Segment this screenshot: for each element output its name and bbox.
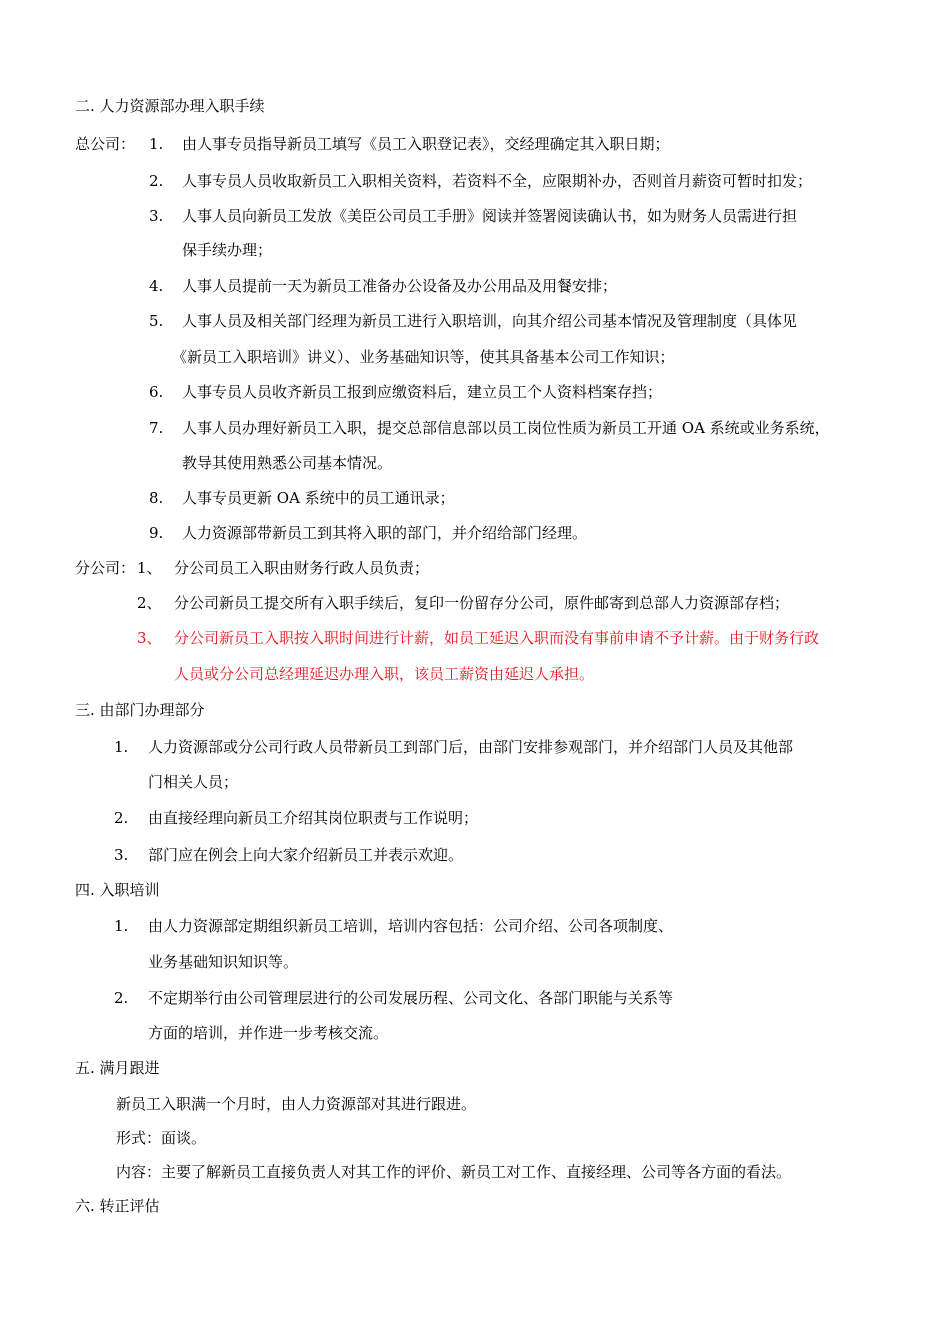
hq-item-2-num: 2. [149, 172, 164, 190]
section-5-heading: 五. 满月跟进 [75, 1059, 160, 1077]
s3-item-1-text-cont: 门相关人员； [148, 773, 239, 791]
s3-item-2-num: 2. [114, 809, 129, 827]
section-6-heading: 六. 转正评估 [75, 1197, 160, 1215]
hq-item-1-num: 1. [149, 135, 164, 153]
s4-item-2-text: 不定期举行由公司管理层进行的公司发展历程、公司文化、各部门职能与关系等 [148, 989, 674, 1007]
section-2-heading: 二. 人力资源部办理入职手续 [75, 97, 265, 115]
hq-item-6-text: 人事专员人员收齐新员工报到应缴资料后，建立员工个人资料档案存挡； [182, 383, 663, 401]
branch-item-3-text-cont: 人员或分公司总经理延迟办理入职，该员工薪资由延迟人承担。 [174, 665, 595, 683]
branch-item-3-num: 3、 [137, 629, 162, 647]
hq-item-6-num: 6. [149, 383, 164, 401]
branch-item-3-text: 分公司新员工入职按入职时间进行计薪，如员工延迟入职而没有事前申请不予计薪。由于财务行政 [174, 629, 820, 647]
branch-item-2-num: 2、 [137, 594, 162, 612]
hq-item-2-text: 人事专员人员收取新员工入职相关资料，若资料不全，应限期补办，否则首月薪资可暂时扣发； [182, 172, 813, 190]
s4-item-2-num: 2. [114, 989, 129, 1007]
branch-item-1-text: 分公司员工入职由财务行政人员负责； [174, 559, 430, 577]
hq-label: 总公司： [75, 135, 136, 153]
hq-item-8-num: 8. [149, 489, 164, 507]
hq-item-7-text: 人事人员办理好新员工入职，提交总部信息部以员工岗位性质为新员工开通 OA 系统或业务系统， [182, 419, 830, 437]
s5-line-2: 形式：面谈。 [116, 1129, 207, 1147]
s3-item-1-text: 人力资源部或分公司行政人员带新员工到部门后，由部门安排参观部门，并介绍部门人员及其他部 [148, 738, 794, 756]
s5-line-1: 新员工入职满一个月时，由人力资源部对其进行跟进。 [116, 1095, 477, 1113]
s3-item-2-text: 由直接经理向新员工介绍其岗位职责与工作说明； [148, 809, 479, 827]
s4-item-1-text-cont: 业务基础知识知识等。 [148, 953, 299, 971]
branch-item-1-num: 1、 [137, 559, 162, 577]
s4-item-2-text-cont: 方面的培训，并作进一步考核交流。 [148, 1024, 389, 1042]
hq-item-9-num: 9. [149, 524, 164, 542]
hq-item-7-text-cont: 教导其使用熟悉公司基本情况。 [182, 454, 393, 472]
hq-item-3-text-cont: 保手续办理； [182, 241, 273, 259]
hq-item-8-text: 人事专员更新 OA 系统中的员工通讯录； [182, 489, 455, 507]
s4-item-1-text: 由人力资源部定期组织新员工培训，培训内容包括：公司介绍、公司各项制度、 [148, 917, 674, 935]
hq-item-4-text: 人事人员提前一天为新员工准备办公设备及办公用品及用餐安排； [182, 277, 618, 295]
hq-item-5-text-cont: 《新员工入职培训》讲义）、业务基础知识等，使其具备基本公司工作知识； [172, 348, 675, 366]
hq-item-5-num: 5. [149, 312, 164, 330]
hq-item-7-num: 7. [149, 419, 164, 437]
hq-item-1-text: 由人事专员指导新员工填写《员工入职登记表》，交经理确定其入职日期； [182, 135, 670, 153]
branch-item-2-text: 分公司新员工提交所有入职手续后，复印一份留存分公司，原件邮寄到总部人力资源部存档； [174, 594, 790, 612]
hq-item-4-num: 4. [149, 277, 164, 295]
hq-item-3-text: 人事人员向新员工发放《美臣公司员工手册》阅读并签署阅读确认书，如为财务人员需进行担 [182, 207, 798, 225]
hq-item-3-num: 3. [149, 207, 164, 225]
hq-item-9-text: 人力资源部带新员工到其将入职的部门，并介绍给部门经理。 [182, 524, 588, 542]
s5-line-3: 内容：主要了解新员工直接负责人对其工作的评价、新员工对工作、直接经理、公司等各方面的看法。 [116, 1163, 792, 1181]
s4-item-1-num: 1. [114, 917, 129, 935]
branch-label: 分公司： [75, 559, 136, 577]
s3-item-3-num: 3. [114, 846, 129, 864]
s3-item-3-text: 部门应在例会上向大家介绍新员工并表示欢迎。 [148, 846, 464, 864]
section-3-heading: 三. 由部门办理部分 [75, 701, 205, 719]
section-4-heading: 四. 入职培训 [75, 881, 160, 899]
s3-item-1-num: 1. [114, 738, 129, 756]
hq-item-5-text: 人事人员及相关部门经理为新员工进行入职培训，向其介绍公司基本情况及管理制度（具体见 [182, 312, 798, 330]
